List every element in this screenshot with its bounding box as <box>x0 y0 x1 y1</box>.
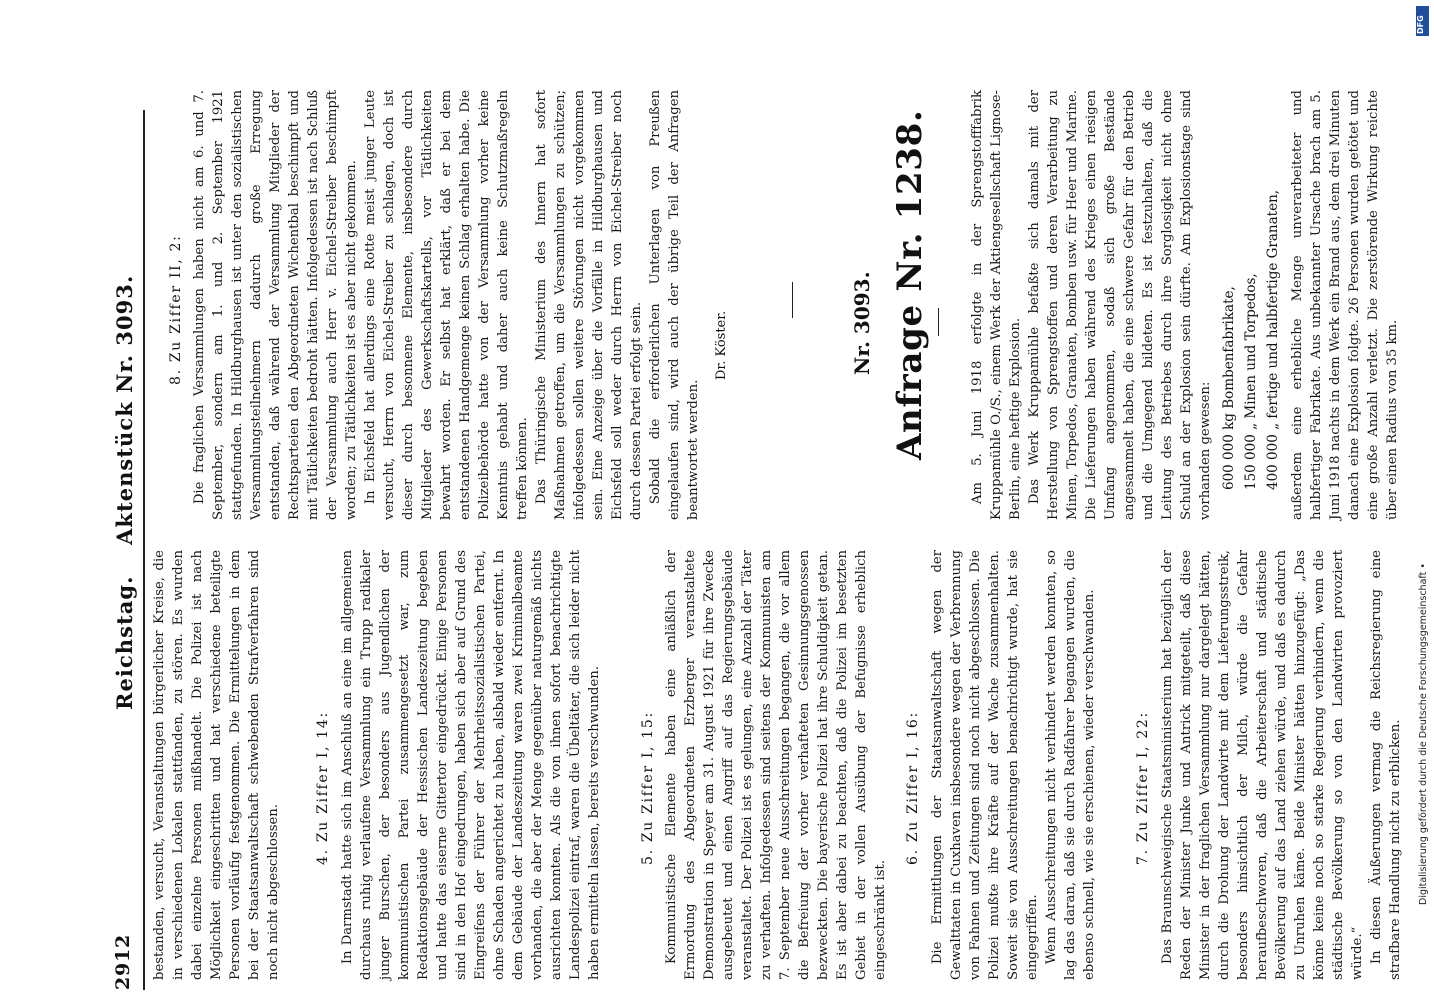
paragraph-6a-text: Die Ermittlungen der Staatsanwaltschaft wegen der Gewalttaten in Cuxhaven insbesondere wegen der Verbrennung von Fahnen und Zeitungen sind noch nicht abgeschlossen. Die Polizei mußte ihre Kräfte auf der Wache zusammenhalten. Soweit sie von Ausschreitungen benachrichtigt wurde, hat sie eingegriffen. <box>930 550 1040 980</box>
anfrage-title: Anfrage Nr. 1238. <box>890 109 930 460</box>
section-heading-7: 7. Zu Ziffer I, 22: <box>1135 711 1151 865</box>
anfrage-body <box>968 90 1215 520</box>
dfg-logo-text: DFG <box>1416 15 1425 34</box>
paragraph-7a-text: Das Braunschweigische Staatsministerium hat bezüglich der Reden der Minister Junke und Antrick mitgeteilt, daß diese Minister in der fraglichen Versammlung nur dargelegt hätten, durch die Drohung der Landwirte mit dem Lieferungsstreik, besonders hinsichtlich der Milch, würde die Gefahr heraufbeschworen, daß die Arbeiterschaft und städtische Bevölkerung auf das Land ziehen würde, und daß es dadurch zu Unruhen käme. Beide Minister hätten hinzugefügt: „Das könne keine noch so starke Regierung verhindern, wenn die städtische Bevölkerung so von den Landwirten provoziert würde.“ <box>1160 550 1365 980</box>
paragraph-6 <box>928 550 1099 980</box>
digitization-note: Digitalisierung gefördert durch die Deutsche Forschungsgemeinschaft • <box>1418 563 1429 905</box>
paragraph-4-text: In Darmstadt hatte sich im Anschluß an eine im allgemeinen durchaus ruhig verlaufene Versammlung ein Trupp radikaler junger Burschen, der besonders aus Jugendlichen der kommunistischen Partei zusammengesetzt war, zum Redaktionsgebäude der Hessischen Landeszeitung begeben und hatte das eiserne Gittertor eingedrückt. Einige Personen sind in den Hof eingedrungen, haben sich aber auf Grund des Eingreifens der Führer der Mehrheitssozialistischen Partei, ohne Schaden angerichtet zu haben, alsbald wieder entfernt. In dem Gebäude der Landeszeitung waren zwei Kriminalbeamte vorhanden, die aber der Menge gegenüber naturgemäß nichts ausrichten konnten. Als die von ihnen sofort benachrichtigte Landespolizei eintraf, waren die Übeltäter, die sich leider nicht haben ermitteln lassen, bereits verschwunden. <box>340 550 602 980</box>
anfrage-paragraph-2: Das Werk Kruppamühle befaßte sich damals mit der Herstellung von Sprengstoffen und deren Verarbeitung zu Minen, Torpedos, Granaten, Bomben usw. für Heer und Marine. Die Lieferungen haben während des Krieges einen riesigen Umfang angenommen, sodaß sich große Bestände angesammelt haben, die eine schwere Gefahr für den Betrieb und die Umgegend bildeten. Es ist festzuhalten, daß die Leitung des Betriebes durch ihre Sorglosigkeit nicht ohne Schuld an der Explosion sein dürfte. Am Explosionstage sind vorhanden gewesen: <box>1027 90 1213 520</box>
document-number: Nr. 3093. <box>850 271 874 375</box>
section-heading-5: 5. Zu Ziffer I, 15: <box>640 711 656 865</box>
quantity-list-item: 400 000 „ fertige und halbfertige Granaten, <box>1265 189 1281 490</box>
column-left <box>150 550 283 980</box>
paragraph-8a-text: Die fraglichen Versammlungen haben nicht am 6. und 7. September, sondern am 1. und 2. September 1921 stattgefunden. In Hildburghausen ist unter den sozialistischen Versammlungsteilnehmern dadurch große Erregung entstanden, daß während der Versammlung Mitglieder der Rechtsparteien den Abgeordneten Wichentbal beschimpft und mit Tätlichkeiten bedroht hätten. Infolgedessen ist nach Schluß der Versammlung auch Herr v. Eichel-Streiber beschimpft worden; zu Tätlichkeiten ist es aber nicht gekommen. <box>192 90 359 520</box>
quantity-list <box>1218 190 1284 490</box>
quantity-list-item: 600 000 kg Bombenfabrikate, <box>1221 286 1237 490</box>
paragraph-8b-text: In Eichsfeld hat allerdings eine Rotte meist junger Leute versucht, Herrn von Eichel-Streiber zu schlagen, doch ist dieser durch besonnene Elemente, insbesondere durch Mitglieder des Gewerkschaftskartells, vor Tätlichkeiten bewahrt worden. Er selbst hat erklärt, daß er bei dem entstandenen Handgemenge keinen Schlag erhalten habe. Die Polizeibehörde hatte von der Versammlung vorher keine Kenntnis gehabt und daher auch keine Schutzmaßregeln treffen können. <box>363 90 530 520</box>
quantity-list-item: 150 000 „ Minen und Torpedos, <box>1243 273 1259 490</box>
section-heading-4: 4. Zu Ziffer I, 14: <box>315 711 331 865</box>
paragraph-intro: bestanden, versucht, Veranstaltungen bürgerlicher Kreise, die in verschiedenen Lokalen stattfanden, zu stören. Es wurden dabei einzelne Personen mißhandelt. Die Polizei ist nach Möglichkeit eingeschritten und hat verschiedene beteiligte Personen vorläufig festgenommen. Die Ermittelungen in dem bei der Staatsanwaltschaft schwebenden Strafverfahren sind noch nicht abgeschlossen. <box>152 550 281 980</box>
anfrage-paragraph-1: Am 5. Juni 1918 erfolgte in der Sprengstofffabrik Kruppamühle O./S., einem Werk der Aktiengesellschaft Lignose-Berlin, eine heftige Explosion. <box>970 90 1023 520</box>
dfg-logo <box>1416 6 1429 36</box>
paragraph-8d-text: Sobald die erforderlichen Unterlagen von Preußen eingelaufen sind, wird auch der übrige Teil der Anfragen beantwortet werden. <box>648 90 701 520</box>
section-heading-8: 8. Zu Ziffer II, 2: <box>168 234 184 385</box>
paragraph-5-text: Kommunistische Elemente haben eine anläßlich der Ermordung des Abgeordneten Erzberger veranstaltete Demonstration in Speyer am 31. August 1921 für ihre Zwecke ausgebeutet und einen Angriff auf das Regierungsgebäude veranstaltet. Der Polizei ist es gelungen, eine Anzahl der Täter zu verhaften. Infolgedessen sind seitens der Kommunisten am 7. September neue Ausschreitungen begangen, die vor allem die Befreiung der vorher verhafteten Gesinnungsgenossen bezweckten. Die bayerische Polizei hat ihre Schuldigkeit getan. Es ist aber dabei zu beachten, daß die Polizei im besetzten Gebiet in der vollen Ausübung der Befugnisse erheblich eingeschränkt ist. <box>664 550 888 980</box>
paragraph-6b-text: Wenn Ausschreitungen nicht verhindert werden konnten, so lag das daran, daß sie durch Radfahrer begangen wurden, die ebenso schnell, wie sie erschienen, wieder verschwanden. <box>1044 550 1097 980</box>
paragraph-5 <box>662 550 890 980</box>
section-heading-6: 6. Zu Ziffer I, 16: <box>905 711 921 865</box>
publication-title: Reichstag. <box>112 575 137 710</box>
paragraph-7 <box>1158 550 1405 980</box>
separator-rule <box>792 282 793 318</box>
paragraph-4 <box>338 550 604 980</box>
document-page <box>50 50 1420 990</box>
paragraph-8-block <box>190 90 703 520</box>
paragraph-8c-text: Das Thüringische Ministerium des Innern hat sofort Maßnahmen getroffen, um die Versammlungen zu schützen; infolgedessen sollen weitere Störungen nicht vorgekommen sein. Eine Anzeige über die Vorfälle in Hildburghausen und Eichsfeld soll weder durch Herrn von Eichel-Streiber noch durch dessen Partei erfolgt sein. <box>534 90 644 520</box>
paragraph-7b-text: In diesen Äußerungen vermag die Reichsregierung eine strafbare Handlung nicht zu erblicken. <box>1369 550 1403 980</box>
anfrage-body-continued <box>1288 90 1402 520</box>
file-reference: Aktenstück Nr. 3093. <box>112 274 137 545</box>
header-rule <box>143 110 145 990</box>
signature: Dr. Köster. <box>714 310 729 380</box>
page-number: 2912 <box>112 934 134 990</box>
anfrage-paragraph-3: außerdem eine erhebliche Menge unverarbeiteter und halbfertiger Fabrikate. Aus unbekannter Ursache brach am 5. Juni 1918 nachts in dem Werk ein Brand aus, dem drei Minuten danach eine Explosion folgte. 26 Personen wurden getötet und eine große Anzahl verletzt. Die zerstörende Wirkung reichte über einen Radius von 35 km. <box>1290 90 1400 520</box>
title-rule <box>938 308 939 336</box>
